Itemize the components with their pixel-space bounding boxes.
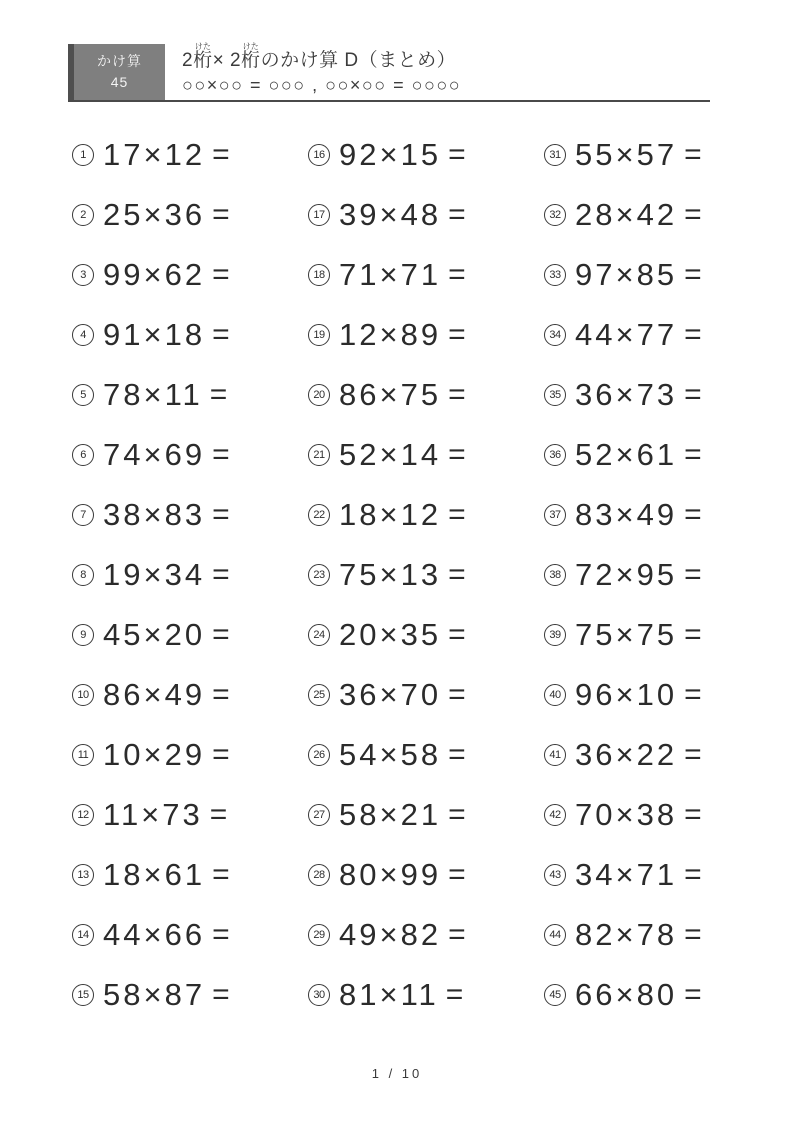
unit-number: 45 (110, 74, 129, 90)
problem-number-badge: 22 (308, 504, 330, 526)
problem-number-badge: 5 (72, 384, 94, 406)
problem-expression: 28×42 (575, 197, 678, 232)
equals-sign: = (684, 798, 702, 831)
unit-badge (68, 44, 165, 100)
problem-item (72, 245, 308, 305)
problem-item (72, 845, 308, 905)
problem-number-badge: 18 (308, 264, 330, 286)
problem-item (308, 125, 544, 185)
problem-number-badge: 4 (72, 324, 94, 346)
problem-number-badge: 11 (72, 744, 94, 766)
problem-expression: 58×21 (339, 797, 442, 832)
equals-sign: = (212, 678, 230, 711)
problem-expression: 86×49 (103, 677, 206, 712)
title-kanji: 桁 (241, 50, 261, 71)
problem-number-badge: 14 (72, 924, 94, 946)
problem-number-badge: 9 (72, 624, 94, 646)
problem-expression: 70×38 (575, 797, 678, 832)
problem-number-badge: 15 (72, 984, 94, 1006)
problem-item (544, 365, 780, 425)
title-text: のかけ算 D（まとめ） (260, 50, 457, 71)
problem-number-badge: 2 (72, 204, 94, 226)
equals-sign: = (448, 498, 466, 531)
problem-number-badge: 39 (544, 624, 566, 646)
equals-sign: = (212, 918, 230, 951)
problem-expression: 75×75 (575, 617, 678, 652)
problem-number-badge: 42 (544, 804, 566, 826)
equals-sign: = (684, 378, 702, 411)
title-text: 2 (182, 50, 194, 71)
problem-number-badge: 38 (544, 564, 566, 586)
problem-expression: 36×73 (575, 377, 678, 412)
problem-number-badge: 1 (72, 144, 94, 166)
problem-expression: 58×87 (103, 977, 206, 1012)
equals-sign: = (684, 678, 702, 711)
problem-item (72, 365, 308, 425)
problem-item (72, 125, 308, 185)
equals-sign: = (684, 558, 702, 591)
problem-number-badge: 20 (308, 384, 330, 406)
problem-expression: 97×85 (575, 257, 678, 292)
equals-sign: = (209, 798, 228, 831)
problem-expression: 99×62 (103, 257, 206, 292)
header-titles (182, 37, 461, 96)
problem-item (544, 785, 780, 845)
problem-item (72, 545, 308, 605)
problem-number-badge: 34 (544, 324, 566, 346)
problem-item (72, 605, 308, 665)
equals-sign: = (212, 858, 230, 891)
problem-number-badge: 7 (72, 504, 94, 526)
problem-item (544, 905, 780, 965)
problem-expression: 18×61 (103, 857, 206, 892)
problem-expression: 96×10 (575, 677, 678, 712)
equals-sign: = (212, 198, 230, 231)
problem-item (72, 305, 308, 365)
problem-expression: 20×35 (339, 617, 442, 652)
problem-item (308, 845, 544, 905)
worksheet-title (182, 37, 461, 72)
problem-expression: 91×18 (103, 317, 206, 352)
problem-expression: 12×89 (339, 317, 442, 352)
problem-number-badge: 3 (72, 264, 94, 286)
problem-item (308, 365, 544, 425)
problem-number-badge: 28 (308, 864, 330, 886)
equals-sign: = (212, 318, 230, 351)
problem-number-badge: 30 (308, 984, 330, 1006)
problem-number-badge: 21 (308, 444, 330, 466)
problem-expression: 75×13 (339, 557, 442, 592)
equals-sign: = (684, 978, 702, 1011)
problem-expression: 92×15 (339, 137, 442, 172)
problem-item (308, 485, 544, 545)
problem-expression: 17×12 (103, 137, 206, 172)
problem-item (544, 245, 780, 305)
problem-number-badge: 25 (308, 684, 330, 706)
problem-expression: 36×22 (575, 737, 678, 772)
problem-item (544, 305, 780, 365)
problem-number-badge: 44 (544, 924, 566, 946)
problem-item (72, 965, 308, 1025)
title-kanji: 桁 (193, 50, 213, 71)
problems-grid (72, 125, 732, 1025)
problem-item (308, 785, 544, 845)
problem-number-badge: 36 (544, 444, 566, 466)
equals-sign: = (448, 858, 466, 891)
problem-number-badge: 32 (544, 204, 566, 226)
equals-sign: = (448, 558, 466, 591)
equals-sign: = (684, 198, 702, 231)
problem-item (308, 665, 544, 725)
problems-column-1 (72, 125, 308, 1025)
equals-sign: = (448, 438, 466, 471)
equals-sign: = (212, 978, 230, 1011)
problem-number-badge: 41 (544, 744, 566, 766)
equals-sign: = (684, 318, 702, 351)
equals-sign: = (448, 738, 466, 771)
problem-expression: 52×61 (575, 437, 678, 472)
equals-sign: = (684, 498, 702, 531)
problem-expression: 44×77 (575, 317, 678, 352)
equals-sign: = (684, 738, 702, 771)
problem-expression: 82×78 (575, 917, 678, 952)
equals-sign: = (212, 558, 230, 591)
equals-sign: = (448, 378, 466, 411)
problem-expression: 72×95 (575, 557, 678, 592)
problem-number-badge: 40 (544, 684, 566, 706)
problem-number-badge: 35 (544, 384, 566, 406)
equals-sign: = (212, 438, 230, 471)
problem-expression: 19×34 (103, 557, 206, 592)
problem-number-badge: 12 (72, 804, 94, 826)
problem-item (544, 185, 780, 245)
equals-sign: = (212, 498, 230, 531)
problem-expression: 49×82 (339, 917, 442, 952)
equals-sign: = (448, 798, 466, 831)
equals-sign: = (684, 858, 702, 891)
problem-item (72, 425, 308, 485)
problem-number-badge: 43 (544, 864, 566, 886)
problem-item (544, 545, 780, 605)
problem-expression: 66×80 (575, 977, 678, 1012)
problem-number-badge: 16 (308, 144, 330, 166)
problem-number-badge: 45 (544, 984, 566, 1006)
problem-item (544, 485, 780, 545)
equals-sign: = (684, 918, 702, 951)
problem-expression: 54×58 (339, 737, 442, 772)
equals-sign: = (212, 738, 230, 771)
problem-expression: 25×36 (103, 197, 206, 232)
problem-number-badge: 19 (308, 324, 330, 346)
title-kanji-with-furigana (193, 42, 213, 72)
unit-label: かけ算 (97, 53, 142, 69)
problem-item (72, 785, 308, 845)
problem-expression: 78×11 (103, 377, 203, 412)
problem-item (308, 245, 544, 305)
equals-sign: = (684, 618, 702, 651)
problem-expression: 45×20 (103, 617, 206, 652)
problem-item (308, 425, 544, 485)
problem-number-badge: 24 (308, 624, 330, 646)
equals-sign: = (212, 138, 230, 171)
problem-item (308, 725, 544, 785)
problem-item (544, 425, 780, 485)
problem-item (72, 185, 308, 245)
equals-sign: = (448, 138, 466, 171)
problem-item (308, 905, 544, 965)
problem-number-badge: 31 (544, 144, 566, 166)
problem-expression: 86×75 (339, 377, 442, 412)
header-divider (68, 100, 710, 102)
problem-expression: 52×14 (339, 437, 442, 472)
page-indicator: 1 / 10 (371, 1066, 423, 1081)
page-footer (0, 1066, 794, 1081)
problem-item (308, 545, 544, 605)
problem-number-badge: 33 (544, 264, 566, 286)
equals-sign: = (684, 138, 702, 171)
title-furigana: けた (241, 42, 261, 51)
problem-expression: 10×29 (103, 737, 206, 772)
equals-sign: = (448, 198, 466, 231)
problem-item (308, 965, 544, 1025)
problem-number-badge: 13 (72, 864, 94, 886)
problem-expression: 38×83 (103, 497, 206, 532)
problem-item (72, 485, 308, 545)
problem-number-badge: 37 (544, 504, 566, 526)
title-kanji-with-furigana (241, 42, 261, 72)
problem-number-badge: 27 (308, 804, 330, 826)
equals-sign: = (684, 258, 702, 291)
problem-item (544, 725, 780, 785)
problem-number-badge: 23 (308, 564, 330, 586)
equals-sign: = (448, 258, 466, 291)
problem-expression: 18×12 (339, 497, 442, 532)
problems-column-2 (308, 125, 544, 1025)
problem-item (72, 905, 308, 965)
problem-item (308, 305, 544, 365)
problem-expression: 80×99 (339, 857, 442, 892)
problem-expression: 39×48 (339, 197, 442, 232)
problem-expression: 36×70 (339, 677, 442, 712)
problem-expression: 11×73 (103, 797, 203, 832)
problem-number-badge: 26 (308, 744, 330, 766)
problem-expression: 44×66 (103, 917, 206, 952)
problem-number-badge: 17 (308, 204, 330, 226)
problem-number-badge: 8 (72, 564, 94, 586)
equals-sign: = (445, 978, 464, 1011)
worksheet-subtitle: ○○×○○ = ○○○ , ○○×○○ = ○○○○ (182, 75, 462, 95)
problem-item (544, 965, 780, 1025)
problem-expression: 74×69 (103, 437, 206, 472)
problem-item (308, 185, 544, 245)
problem-expression: 83×49 (575, 497, 678, 532)
equals-sign: = (448, 618, 466, 651)
unit-badge-text (74, 44, 165, 100)
equals-sign: = (212, 258, 230, 291)
problem-item (308, 605, 544, 665)
problem-expression: 71×71 (339, 257, 442, 292)
problem-item (544, 605, 780, 665)
problem-item (72, 665, 308, 725)
problem-number-badge: 29 (308, 924, 330, 946)
equals-sign: = (209, 378, 228, 411)
equals-sign: = (448, 678, 466, 711)
title-text: 2 (229, 50, 242, 71)
equals-sign: = (448, 318, 466, 351)
equals-sign: = (448, 918, 466, 951)
problem-expression: 81×11 (339, 977, 439, 1012)
problem-number-badge: 10 (72, 684, 94, 706)
equals-sign: = (684, 438, 702, 471)
problem-item (544, 125, 780, 185)
worksheet-header (68, 44, 710, 100)
problems-column-3 (544, 125, 780, 1025)
problem-item (72, 725, 308, 785)
problem-expression: 55×57 (575, 137, 678, 172)
title-furigana: けた (193, 42, 213, 51)
equals-sign: = (212, 618, 230, 651)
problem-item (544, 665, 780, 725)
title-text: × (212, 50, 230, 71)
problem-number-badge: 6 (72, 444, 94, 466)
problem-expression: 34×71 (575, 857, 678, 892)
problem-item (544, 845, 780, 905)
